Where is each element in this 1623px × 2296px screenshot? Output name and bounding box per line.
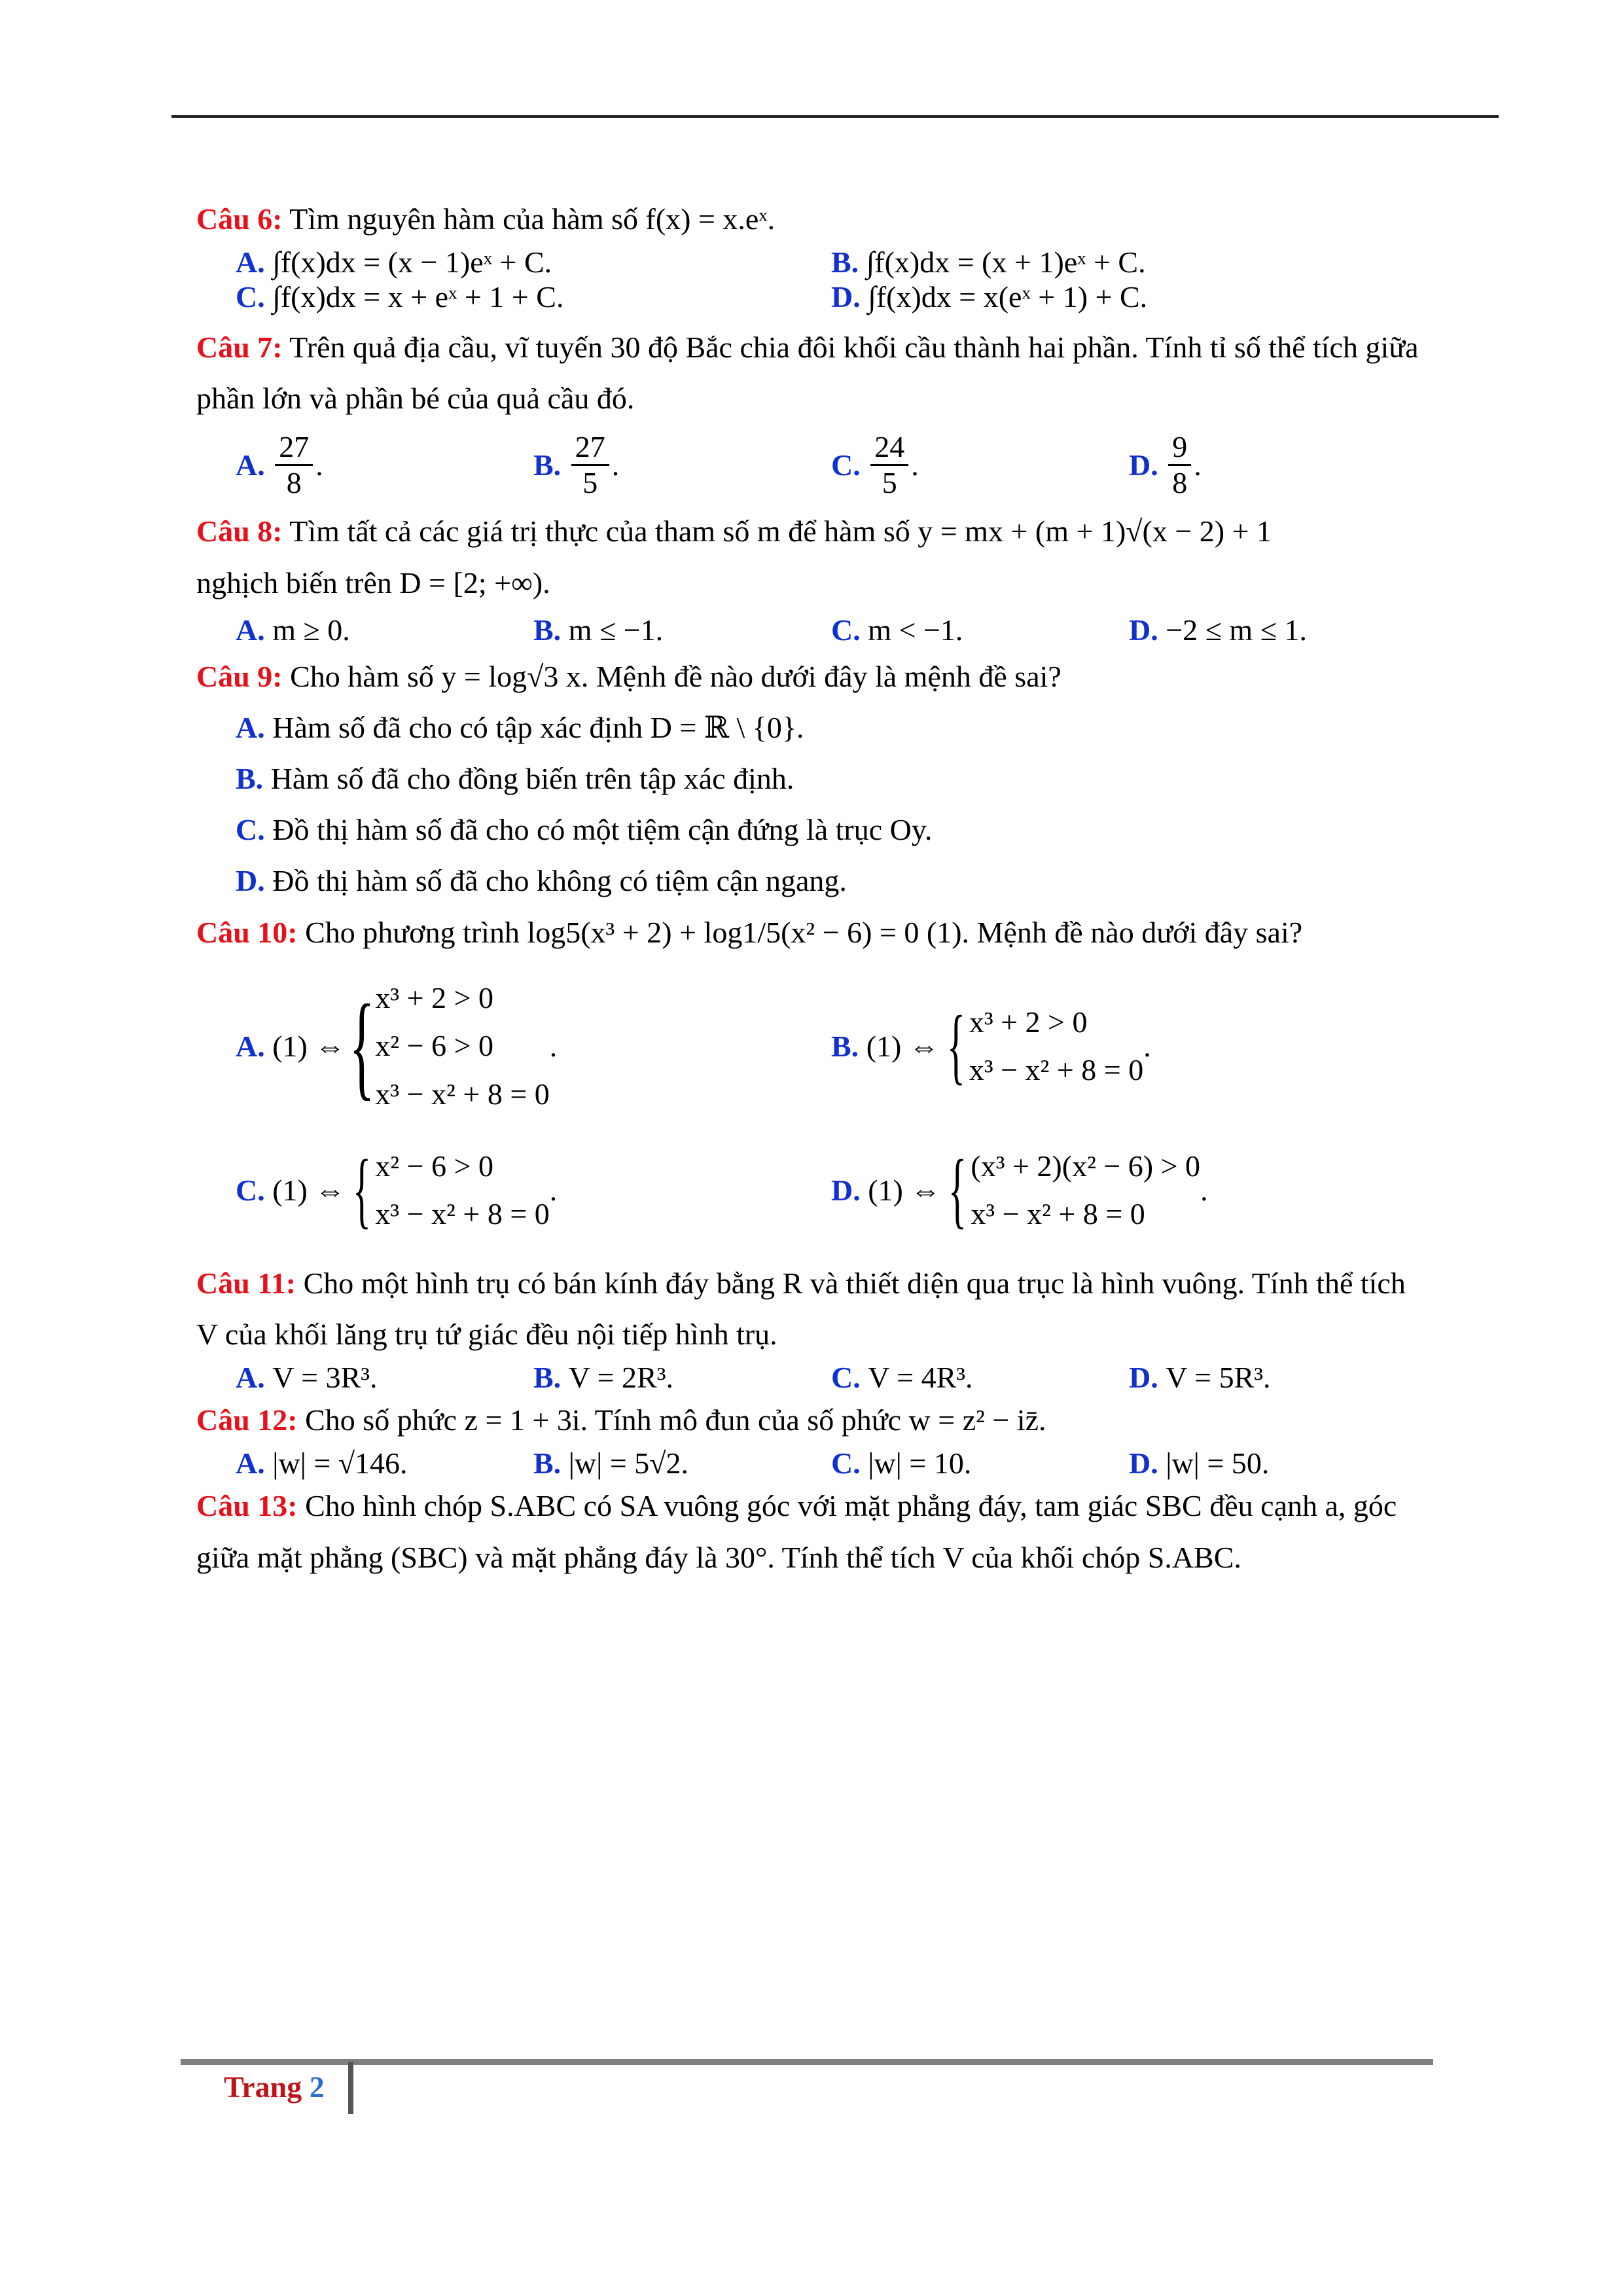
question-text: Cho một hình trụ có bán kính đáy bằng R và thiết diện qua trục là hình vuông. Tính thể tích V của khối lăng trụ tứ giác đều nội tiếp hình trụ. (196, 1266, 1406, 1351)
question-13 (196, 1480, 1427, 1583)
q10-options-row2 (196, 1142, 1427, 1238)
q10-option-a: A. (1) ⇔ { x³ + 2 > 0 x² − 6 > 0 x³ − x² + 8 = 0 . (236, 974, 831, 1119)
question-label: Câu 10: (196, 915, 298, 949)
question-text: Tìm tất cả các giá trị thực của tham số m để hàm số y = mx + (m + 1)√(x − 2) + 1 (289, 514, 1272, 548)
question-8-cont: nghịch biến trên D = [2; +∞). (196, 565, 550, 600)
question-label: Câu 8: (196, 514, 283, 548)
question-6 (196, 194, 1427, 245)
q7-option-c: C. $\frac{24}{5}$ . (831, 429, 919, 500)
q10-options-row1 (196, 974, 1427, 1119)
q12-option-d: D. |w| = 50. (1129, 1446, 1270, 1480)
question-text: Tìm nguyên hàm của hàm số f(x) = x.eˣ. (289, 202, 776, 236)
page-content (196, 194, 1427, 1583)
question-12 (196, 1395, 1427, 1446)
q9-option-a: A. Hàm số đã cho có tập xác định D = ℝ \ {0}. (236, 710, 804, 744)
equation-system: { x³ + 2 > 0 x² − 6 > 0 x³ − x² + 8 = 0 (349, 974, 549, 1119)
q11-option-a: A. V = 3R³. (236, 1361, 378, 1395)
q8-option-c: C. m < −1. (831, 613, 963, 647)
question-label: Câu 11: (196, 1266, 296, 1300)
q10-option-c: C. (1) ⇔ { x² − 6 > 0 x³ − x² + 8 = 0 . (236, 1143, 558, 1238)
question-label: Câu 6: (196, 202, 283, 236)
q8-option-b: B. m ≤ −1. (533, 613, 664, 647)
q11-option-d: D. V = 5R³. (1129, 1361, 1271, 1395)
q6-option-b: B. ∫f(x)dx = (x + 1)eˣ + C. (831, 245, 1146, 279)
question-label: Câu 9: (196, 659, 283, 693)
question-text: Cho hàm số y = log√3 x. Mệnh đề nào dưới đây là mệnh đề sai? (290, 659, 1061, 693)
question-8 (196, 506, 1427, 557)
question-text: Cho hình chóp S.ABC có SA vuông góc với mặt phẳng đáy, tam giác SBC đều cạnh a, góc giữa mặt phẳng (SBC) và mặt phẳng đáy là 30°. Tính thể tích V của khối chóp S.ABC. (196, 1489, 1397, 1574)
q12-option-b: B. |w| = 5√2. (533, 1446, 689, 1480)
question-label: Câu 12: (196, 1403, 298, 1437)
q6-options-row1 (196, 245, 1427, 279)
q8-option-d: D. −2 ≤ m ≤ 1. (1129, 613, 1307, 647)
question-10 (196, 907, 1427, 958)
q9-option-b: B. Hàm số đã cho đồng biến trên tập xác định. (236, 762, 794, 796)
q10-option-b: B. (1) ⇔ { x³ + 2 > 0 x³ − x² + 8 = 0 . (831, 999, 1151, 1094)
q7-option-d: D. $\frac{9}{8}$ . (1129, 429, 1202, 500)
equation-system: { (x³ + 2)(x² − 6) > 0 x³ − x² + 8 = 0 (948, 1143, 1201, 1238)
header-rule (171, 115, 1499, 118)
q12-option-a: A. |w| = √146. (236, 1446, 408, 1480)
fraction: $\frac{27}{5}$ (571, 430, 609, 501)
equation-system: { x³ + 2 > 0 x³ − x² + 8 = 0 (946, 999, 1144, 1094)
brace-icon: { (353, 1143, 372, 1238)
fraction: $\frac{9}{8}$ (1168, 430, 1191, 501)
q6-options-row2 (196, 279, 1427, 314)
footer-divider (348, 2062, 353, 2114)
brace-icon: { (946, 999, 965, 1094)
question-text: Cho phương trình log5(x³ + 2) + log1/5(x² − 6) = 0 (1). Mệnh đề nào dưới đây sai? (305, 915, 1303, 949)
footer-label: Trang (224, 2070, 302, 2104)
q9-options (196, 702, 1427, 907)
q10-option-d: D. (1) ⇔ { (x³ + 2)(x² − 6) > 0 x³ − x² + 8 = 0 . (831, 1143, 1208, 1238)
question-text: Cho số phức z = 1 + 3i. Tính mô đun của số phức w = z² − iz̄. (305, 1403, 1046, 1437)
question-7 (196, 322, 1427, 424)
q6-option-a: A. ∫f(x)dx = (x − 1)eˣ + C. (236, 245, 552, 279)
brace-icon: { (948, 1143, 967, 1238)
q9-option-d: D. Đồ thị hàm số đã cho không có tiệm cận ngang. (236, 864, 847, 898)
q9-option-c: C. Đồ thị hàm số đã cho có một tiệm cận đứng là trục Oy. (236, 813, 933, 847)
q11-option-b: B. V = 2R³. (533, 1361, 673, 1395)
q12-options (196, 1446, 1427, 1480)
page-footer (224, 2070, 325, 2104)
q6-option-c: C. ∫f(x)dx = x + eˣ + 1 + C. (236, 280, 564, 314)
q7-options (196, 430, 1427, 501)
brace-icon: { (349, 980, 375, 1111)
fraction: $\frac{27}{8}$ (275, 430, 313, 501)
equation-system: { x² − 6 > 0 x³ − x² + 8 = 0 (353, 1143, 550, 1238)
q7-option-b: B. $\frac{27}{5}$ . (533, 429, 620, 500)
question-label: Câu 13: (196, 1489, 298, 1523)
q8-option-a: A. m ≥ 0. (236, 613, 350, 647)
q6-option-d: D. ∫f(x)dx = x(eˣ + 1) + C. (831, 280, 1148, 314)
question-text: Trên quả địa cầu, vĩ tuyến 30 độ Bắc chia đôi khối cầu thành hai phần. Tính tỉ số thể tích giữa phần lớn và phần bé của quả cầu đó. (196, 331, 1419, 416)
question-label: Câu 7: (196, 331, 283, 365)
fraction: $\frac{24}{5}$ (870, 430, 908, 501)
footer-rule (181, 2059, 1433, 2065)
q8-options (196, 613, 1427, 647)
question-11 (196, 1258, 1427, 1360)
page-number: 2 (309, 2070, 325, 2104)
question-9 (196, 651, 1427, 702)
q7-option-a: A. $\frac{27}{8}$ . (236, 429, 323, 500)
q11-options (196, 1360, 1427, 1395)
q12-option-c: C. |w| = 10. (831, 1446, 972, 1480)
q11-option-c: C. V = 4R³. (831, 1361, 973, 1395)
